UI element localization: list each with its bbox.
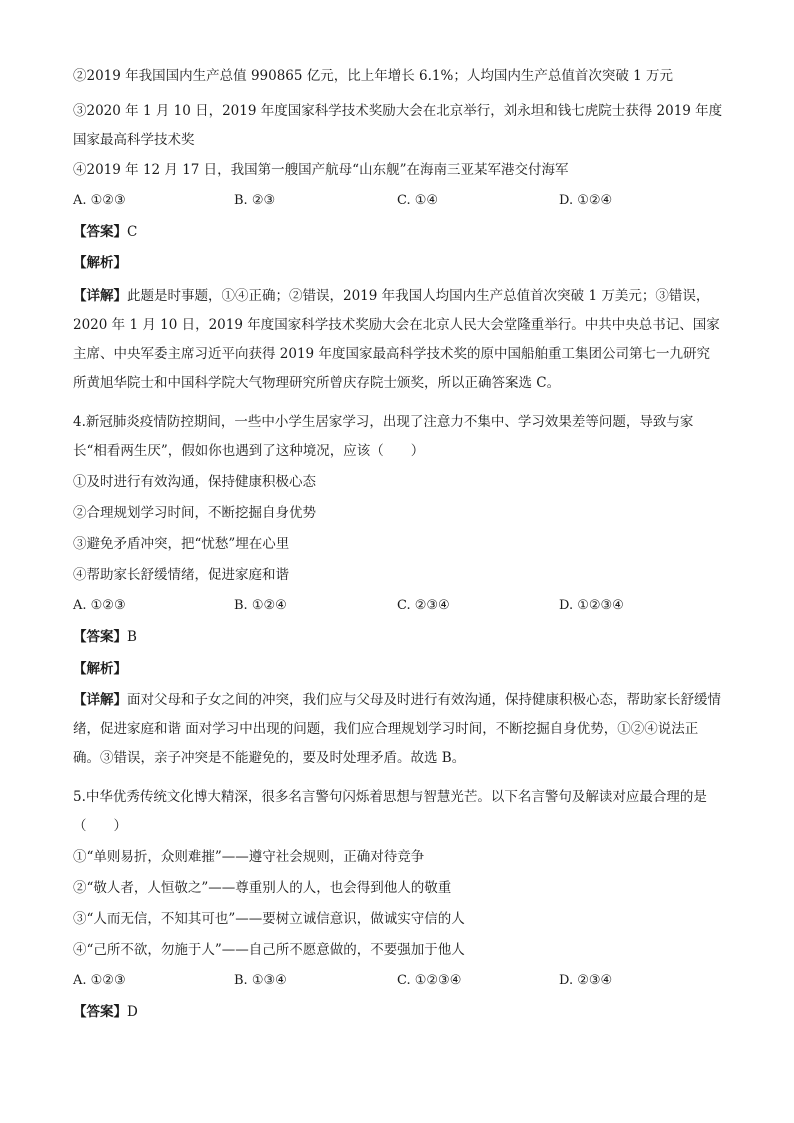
- q4-analysis-tag: 【解析】: [73, 661, 127, 677]
- answer-value: D: [127, 1004, 138, 1020]
- detail-tag: 【详解】: [73, 288, 127, 304]
- q3-option-c: C. ①④: [397, 193, 439, 208]
- q4-stem: 4.新冠肺炎疫情防控期间，一些中小学生居家学习，出现了注意力不集中、学习效果差等问题，导致与家长“相看两生厌”，假如你也遇到了这种境况，应该（ ）: [73, 414, 694, 459]
- answer-value: C: [127, 224, 138, 240]
- q3-option-d: D. ①②④: [559, 193, 613, 208]
- q3-item-4: ④2019 年 12 月 17 日，我国第一艘国产航母“山东舰”在海南三亚某军港交付海军: [73, 162, 569, 178]
- q4-item-3: ③避免矛盾冲突，把“忧愁”埋在心里: [73, 536, 290, 552]
- q4-option-d: D. ①②③④: [559, 598, 624, 613]
- q3-option-b: B. ②③: [234, 193, 276, 208]
- q3-item-3: ③2020 年 1 月 10 日，2019 年度国家科学技术奖励大会在北京举行，刘永坦和钱七虎院士获得 2019 年度国家最高科学技术奖: [73, 103, 723, 148]
- detail-tag: 【详解】: [73, 692, 127, 708]
- q3-analysis-tag: 【解析】: [73, 255, 127, 271]
- q5-option-a: A. ①②③: [73, 973, 126, 988]
- q4-item-1: ①及时进行有效沟通，保持健康积极心态: [73, 474, 316, 490]
- q3-option-a: A. ①②③: [73, 193, 126, 208]
- q5-option-b: B. ①③④: [234, 973, 287, 988]
- q4-item-2: ②合理规划学习时间，不断挖掘自身优势: [73, 505, 316, 521]
- detail-text: 此题是时事题，①④正确；②错误，2019 年我国人均国内生产总值首次突破 1 万美元；③错误，2020 年 1 月 10 日，2019 年度国家科学技术奖励大会在北京人民大会堂隆重举行。中共中央总书记、国家主席、中央军委主席习近平向获得 2019 年度国家最高科学技术奖的原中国船舶重工集团公司第七一九研究所黄旭华院士和中国科学院大气物理研究所曾庆存院士颁奖，所以正确答案选 C。: [73, 288, 720, 391]
- q5-item-2: ②“敬人者，人恒敬之”——尊重别人的人，也会得到他人的敬重: [73, 880, 452, 896]
- answer-tag: 【答案】: [73, 1004, 127, 1020]
- q4-item-4: ④帮助家长舒缓情绪，促进家庭和谐: [73, 567, 289, 583]
- q3-answer: [73, 222, 137, 242]
- q5-option-d: D. ②③④: [559, 973, 613, 988]
- q3-detail: [73, 282, 723, 398]
- q5-stem: 5.中华优秀传统文化博大精深，很多名言警句闪烁着思想与智慧光芒。以下名言警句及解读对应最合理的是（ ）: [73, 789, 707, 834]
- answer-tag: 【答案】: [73, 224, 127, 240]
- q4-detail: [73, 686, 723, 773]
- q4-option-b: B. ①②④: [234, 598, 287, 613]
- q4-option-c: C. ②③④: [397, 598, 450, 613]
- q5-item-4: ④“己所不欲，勿施于人”——自己所不愿意做的，不要强加于他人: [73, 942, 465, 958]
- q4-answer: [73, 627, 137, 647]
- q5-option-c: C. ①②③④: [397, 973, 462, 988]
- detail-text: 面对父母和子女之间的冲突，我们应与父母及时进行有效沟通，保持健康积极心态，帮助家长舒缓情绪，促进家庭和谐 面对学习中出现的问题，我们应合理规划学习时间，不断挖掘自身优势，①②④说法正确。③错误，亲子冲突是不能避免的，要及时处理矛盾。故选 B。: [73, 692, 721, 766]
- q5-answer: [73, 1002, 138, 1022]
- q5-item-1: ①“单则易折，众则难摧”——遵守社会规则，正确对待竞争: [73, 849, 425, 865]
- q4-option-a: A. ①②③: [73, 598, 126, 613]
- q3-item-2: ②2019 年我国国内生产总值 990865 亿元，比上年增长 6.1%；人均国内生产总值首次突破 1 万元: [73, 68, 674, 84]
- q5-item-3: ③“人而无信，不知其可也”——要树立诚信意识，做诚实守信的人: [73, 911, 465, 927]
- answer-tag: 【答案】: [73, 629, 127, 645]
- answer-value: B: [127, 629, 137, 645]
